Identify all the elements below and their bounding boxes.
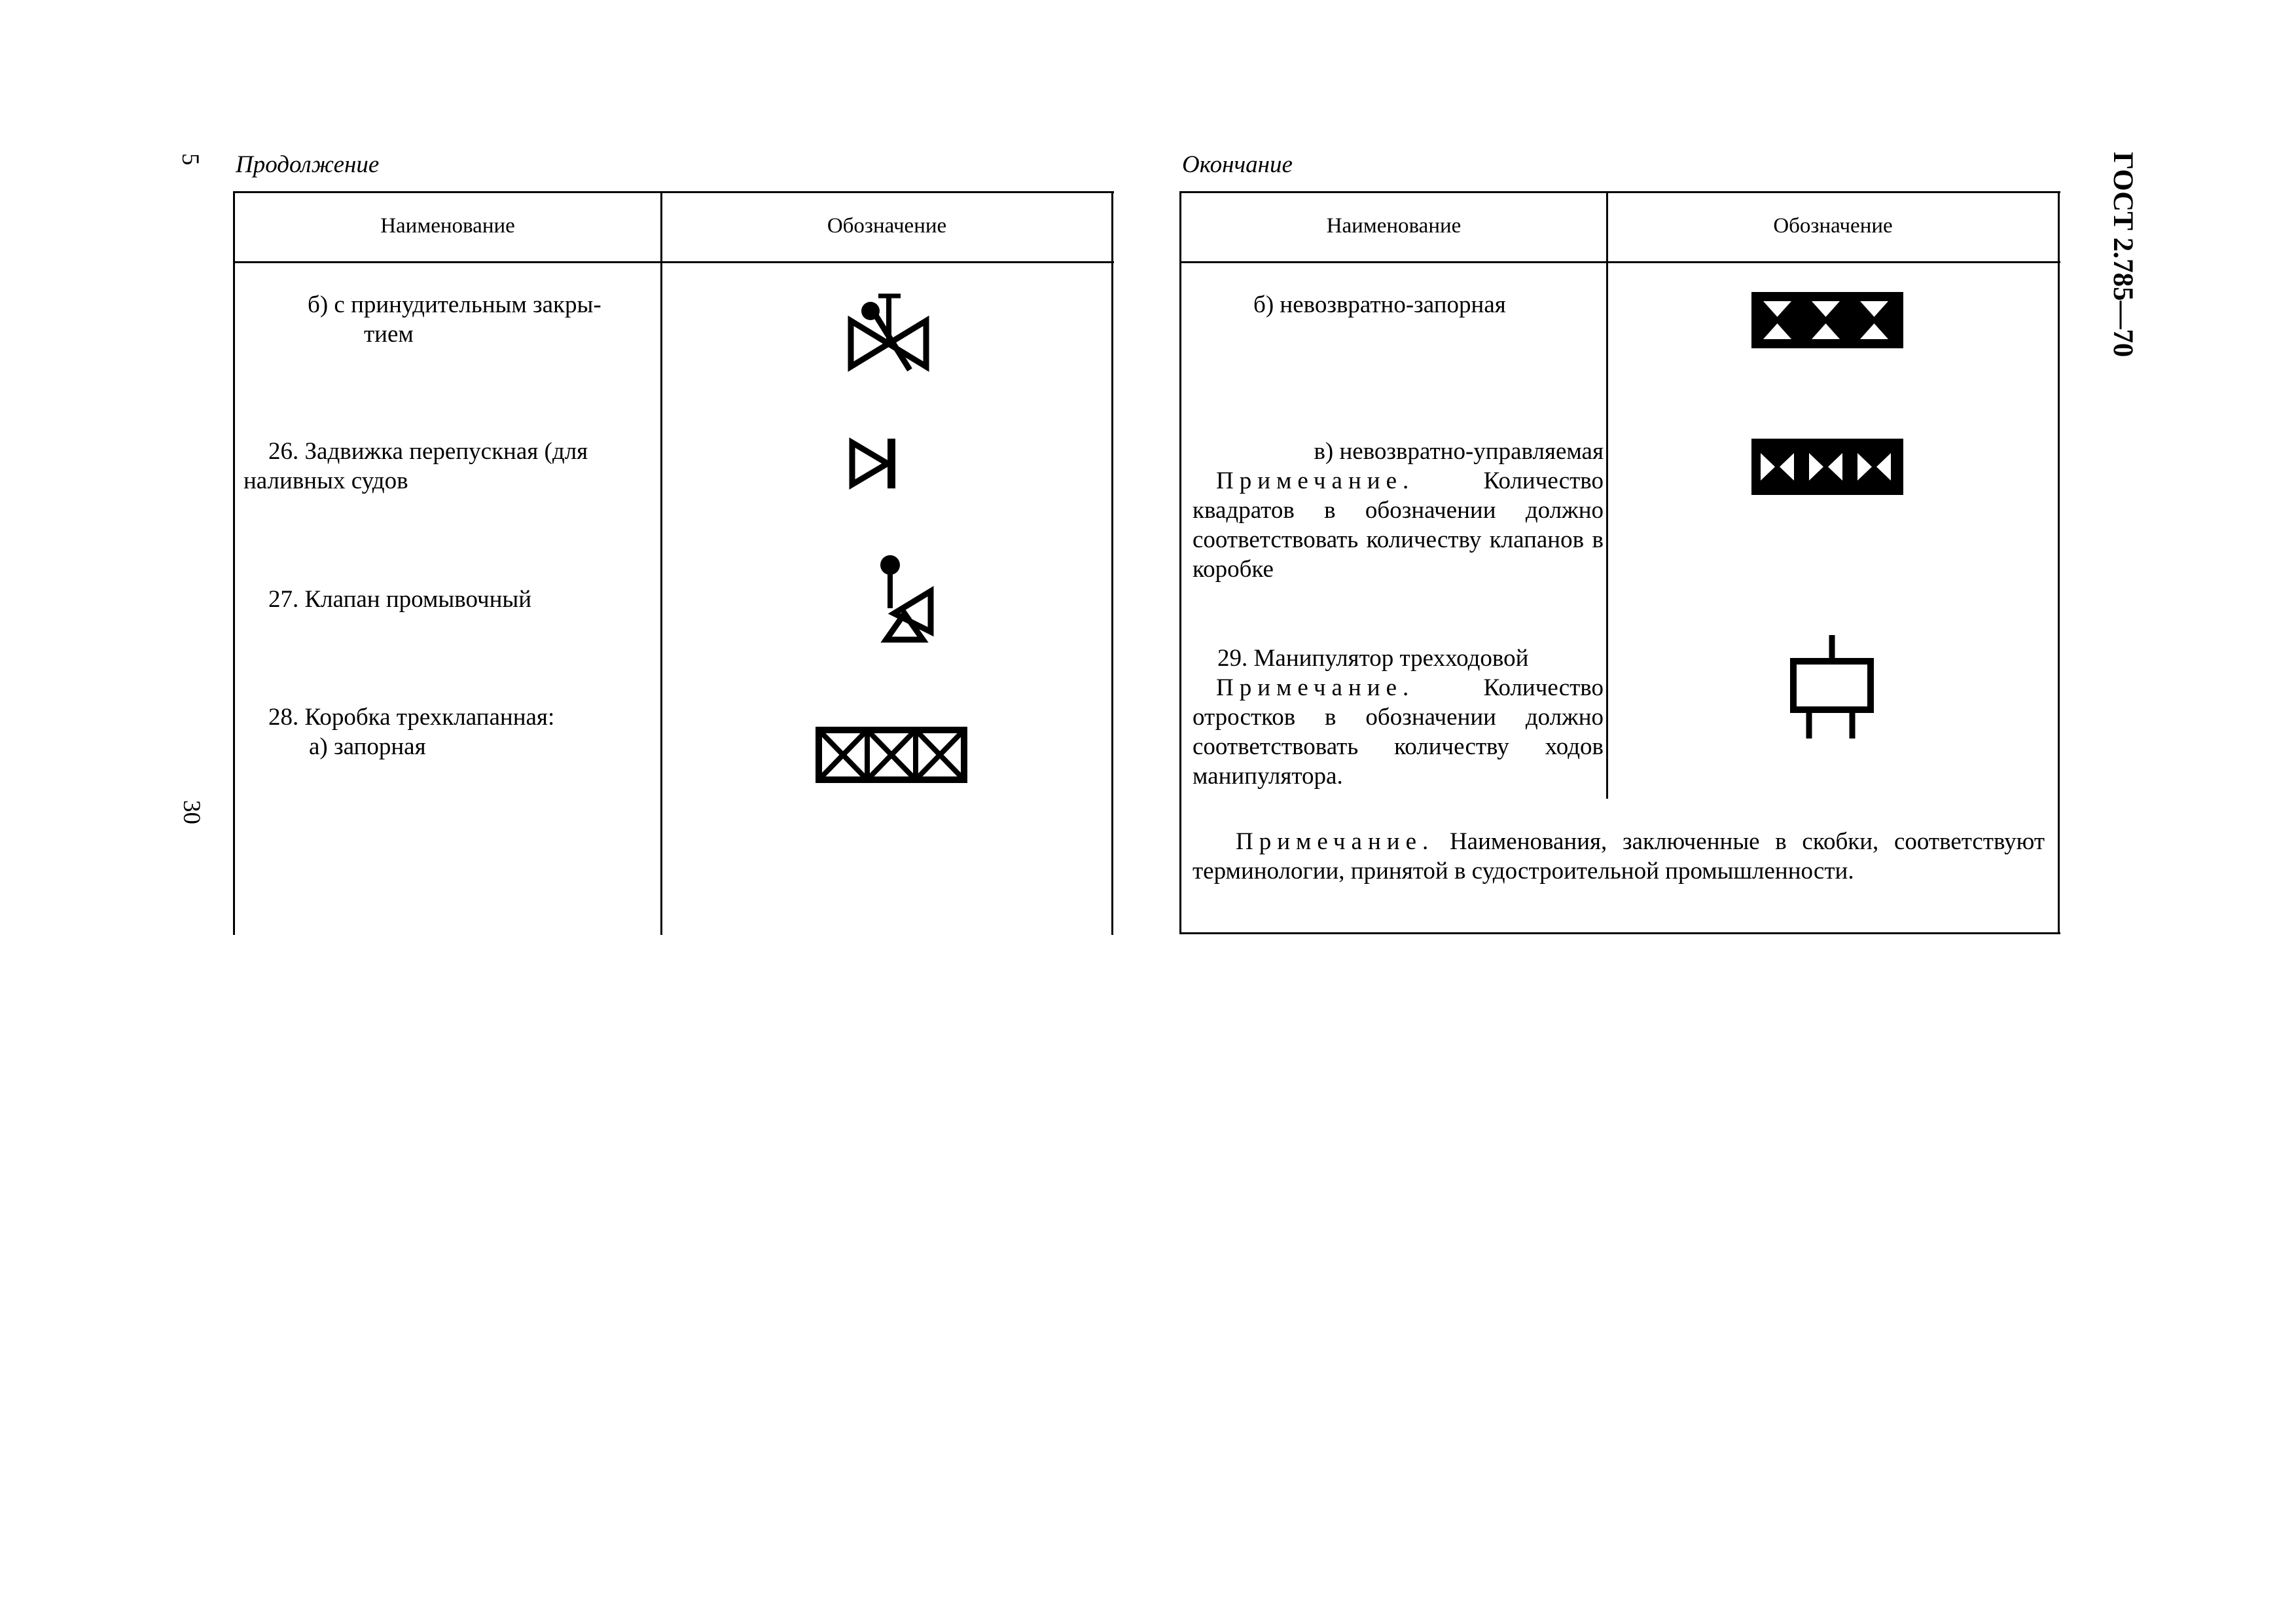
table-footnote (1193, 827, 2045, 886)
left-row-1-name: б) с принудительным закры- тием (308, 291, 601, 348)
page-number-bottom: 30 (178, 800, 205, 824)
right-row-1-name: б) невозвратно-запорная (1253, 291, 1506, 318)
right-row-2-name: в) невозвратно-управляемая Примечание. Количество квадратов в обозначении должно соответствовать количеству клапанов в коробке (1193, 438, 1604, 583)
bypass-gate-valve-icon (848, 437, 901, 490)
right-row-2-note-label: Примечание. (1216, 467, 1415, 494)
standard-code: ГОСТ 2.785—70 (2108, 152, 2138, 357)
left-row-2-name: 26. Задвижка перепускная (для наливных судов (243, 438, 588, 494)
left-table-caption: Продолжение (236, 151, 380, 178)
page-number-top: 5 (177, 153, 204, 166)
flushing-valve-icon (863, 553, 941, 651)
three-valve-box-shutoff-icon (816, 727, 967, 783)
left-header-symbol: Обозначение (827, 214, 947, 238)
footnote-label: Примечание. (1236, 828, 1435, 855)
left-header-name: Наименование (380, 214, 515, 238)
left-row-4-name: 28. Коробка трехклапанная: а) запорная (268, 704, 555, 760)
left-row-3-name: 27. Клапан промывочный (268, 586, 532, 613)
right-row-3-note-label: Примечание. (1216, 674, 1415, 701)
right-row-3-note-text: Количество отростков в обозначении должно соответствовать количеству ходов манипулятора. (1193, 674, 1604, 790)
three-valve-box-nonreturn-controlled-icon (1751, 439, 1903, 495)
valve-forced-closing-icon (844, 288, 942, 386)
three-way-manipulator-icon (1789, 635, 1874, 741)
right-row-2-note-text: Количество квадратов в обозначении должно соответствовать количеству клапанов в коробке (1193, 467, 1604, 583)
right-row-3-name: 29. Манипулятор трехходовой Примечание. Количество отростков в обозначении должно соответствовать количеству ходов манипулятора. (1193, 645, 1604, 790)
right-header-name: Наименование (1326, 214, 1462, 238)
three-valve-box-nonreturn-shutoff-icon (1751, 292, 1903, 348)
footnote-text: Наименования, заключенные в скобки, соответствуют терминологии, принятой в судостроительной промышленности. (1193, 828, 2045, 884)
right-table-caption: Окончание (1182, 151, 1293, 178)
right-header-symbol: Обозначение (1773, 214, 1893, 238)
